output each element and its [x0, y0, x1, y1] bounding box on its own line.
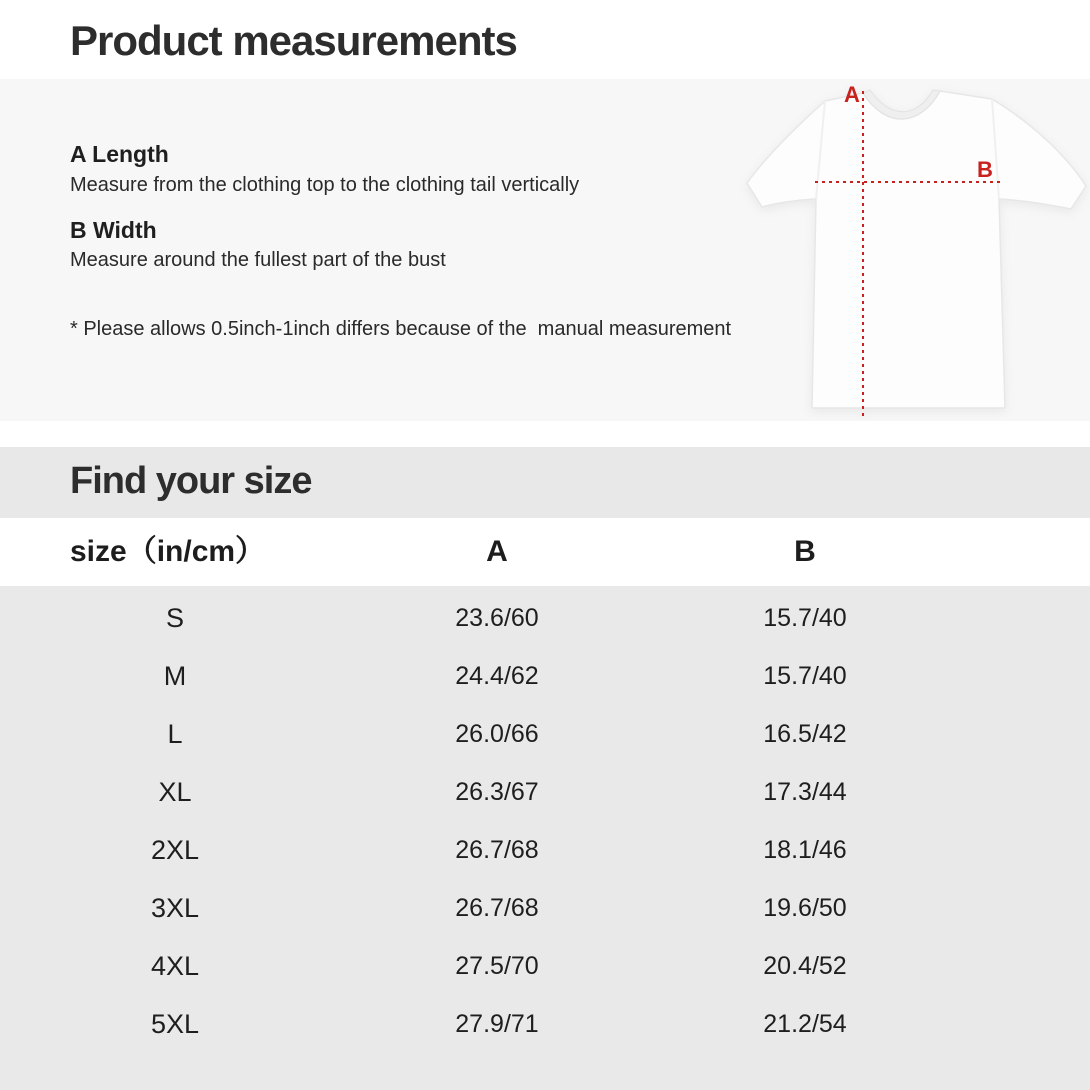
guide-a-label: A Length: [70, 141, 169, 167]
measurement-guide-section: [0, 79, 1090, 421]
table-row: [0, 705, 1090, 763]
b-value-cell: 18.1/46: [763, 836, 847, 864]
b-value-cell: 20.4/52: [763, 952, 847, 980]
page-title: Product measurements: [70, 17, 517, 64]
header-b-column: B: [794, 535, 816, 568]
guide-a-description: Measure from the clothing top to the clothing tail vertically: [70, 174, 580, 196]
b-value-cell: 19.6/50: [763, 894, 847, 922]
a-value-cell: 26.3/67: [455, 778, 539, 806]
guide-b-description: Measure around the fullest part of the bust: [70, 249, 446, 271]
a-value-cell: 27.5/70: [455, 952, 539, 980]
size-cell: XL: [158, 777, 192, 807]
diagram-label-a: A: [844, 83, 860, 107]
size-table-body: [0, 586, 1090, 1090]
a-value-cell: 26.7/68: [455, 836, 539, 864]
size-cell: 5XL: [150, 1009, 200, 1039]
size-cell: 3XL: [150, 893, 200, 923]
measurement-disclaimer: * Please allows 0.5inch-1inch differs because of the manual measurement: [70, 318, 732, 340]
table-row: [0, 647, 1090, 705]
header-size-column: size（in/cm）: [70, 535, 266, 568]
a-value-cell: 26.7/68: [455, 894, 539, 922]
tshirt-graphic: [747, 90, 1086, 408]
header-section: [0, 0, 1090, 79]
b-value-cell: 17.3/44: [763, 778, 847, 806]
b-value-cell: 16.5/42: [763, 720, 847, 748]
b-value-cell: 21.2/54: [763, 1010, 847, 1038]
table-row: [0, 937, 1090, 995]
size-cell: 4XL: [150, 951, 200, 981]
table-row: [0, 821, 1090, 879]
header-a-column: A: [486, 535, 508, 568]
table-row: [0, 763, 1090, 821]
table-row: [0, 879, 1090, 937]
a-value-cell: 24.4/62: [455, 662, 539, 690]
guide-b-label: B Width: [70, 217, 157, 243]
size-cell: S: [165, 603, 184, 633]
size-cell: M: [163, 661, 187, 691]
tshirt-diagram: [740, 83, 1090, 421]
size-cell: 2XL: [150, 835, 200, 865]
a-value-cell: 23.6/60: [455, 604, 539, 632]
find-your-size-band: [0, 447, 1090, 518]
table-row: [0, 995, 1090, 1053]
a-value-cell: 27.9/71: [455, 1010, 539, 1038]
section-divider: [0, 421, 1090, 447]
find-your-size-title: Find your size: [70, 460, 312, 502]
size-table-header: [0, 518, 1090, 586]
b-value-cell: 15.7/40: [763, 662, 847, 690]
table-row: [0, 589, 1090, 647]
size-cell: L: [167, 719, 183, 749]
a-value-cell: 26.0/66: [455, 720, 539, 748]
b-value-cell: 15.7/40: [763, 604, 847, 632]
diagram-label-b: B: [977, 157, 993, 182]
